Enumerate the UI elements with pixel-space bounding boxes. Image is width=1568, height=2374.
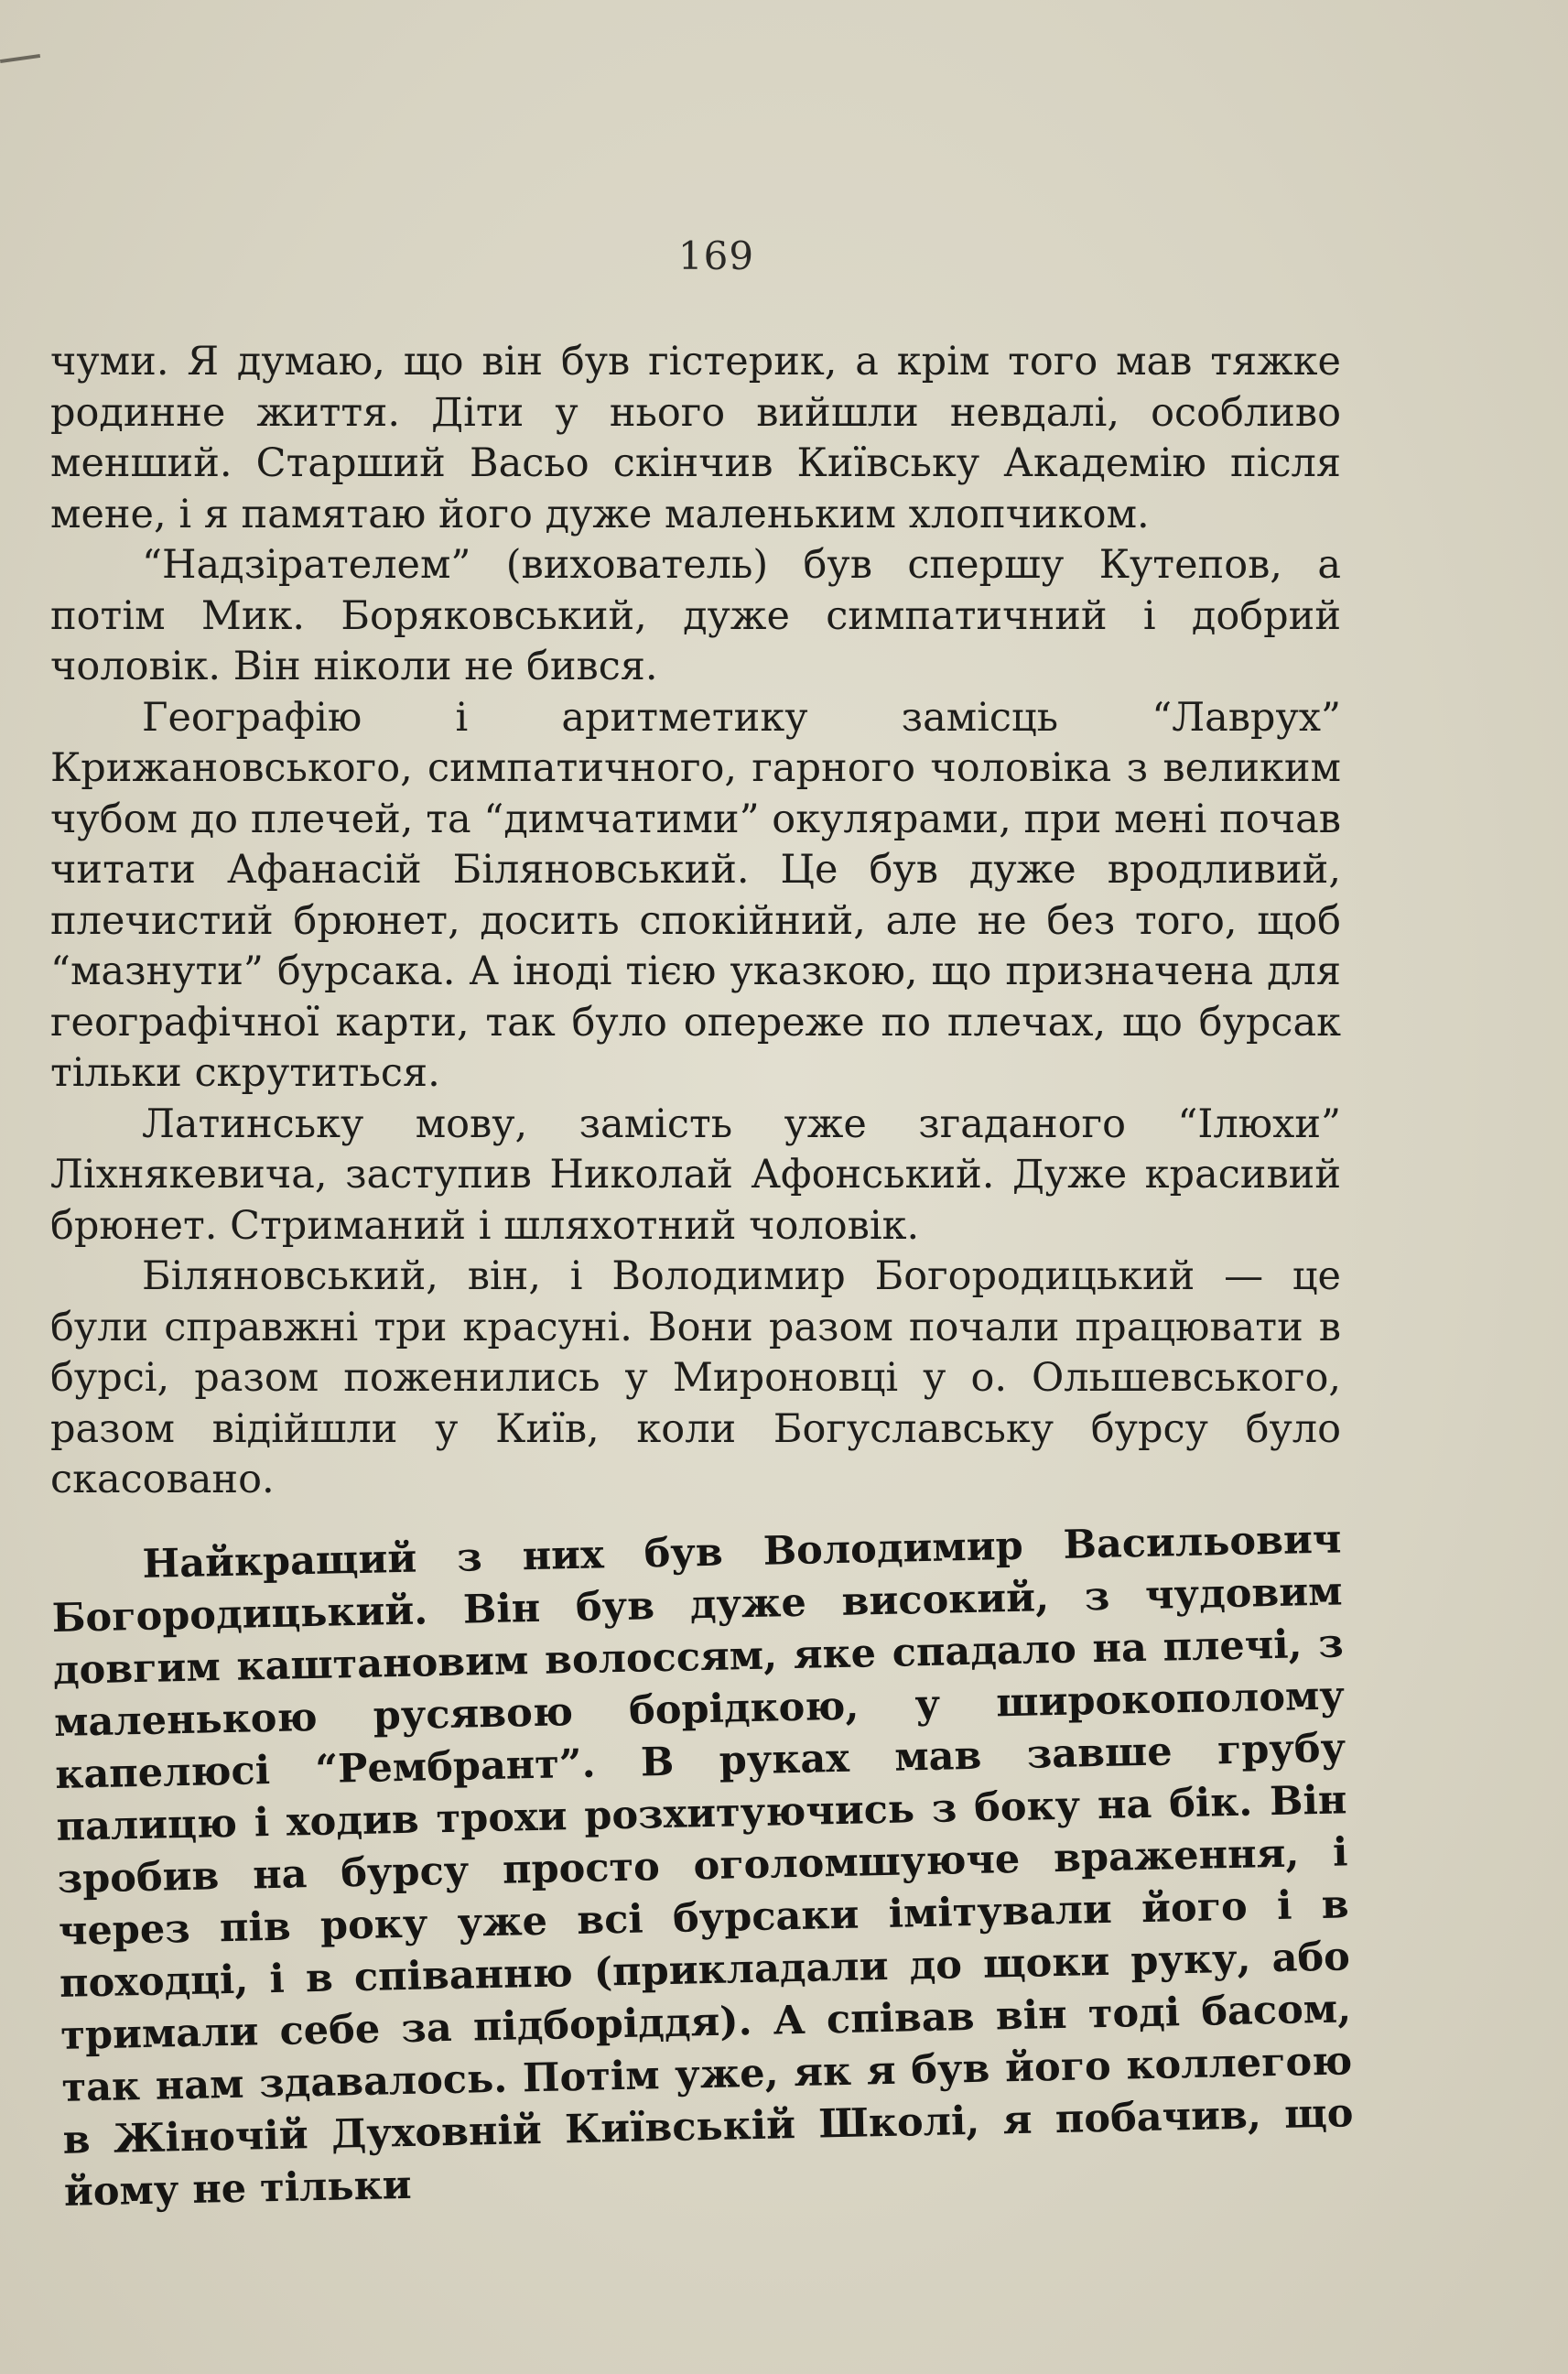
edge-mark [0, 54, 40, 63]
paragraph-2: “Надзірателем” (вихователь) був спершу Кутепов, а потім Мик. Боряковський, дуже симпатичний і добрий чоловік. Він ніколи не бився. [50, 542, 1341, 689]
paragraph-5: Біляновський, він, і Володимир Богородицький — це були справжні три красуні. Вони разом почали працювати в бурсі, разом поженились у Мироновці у о. Ольшевського, разом відійшли у Київ, коли Богуславську бурсу було скасовано. [50, 1253, 1341, 1502]
page-number: 169 [677, 233, 755, 278]
paragraph-1: чуми. Я думаю, що він був гістерик, а крім того мав тяжке родинне життя. Діти у нього вийшли невдалі, особливо менший. Старший Васьо скінчив Київську Академію після мене, і я памятаю його дуже маленьким хлопчиком. [50, 339, 1341, 537]
paragraph-3: Географію і аритметику замісць “Лаврух” Крижановського, симпатичного, гарного чоловіка з великим чубом до плечей, та “димчатими” окулярами, при мені почав читати Афанасій Біляновський. Це був дуже вродливий, плечистий брюнет, досить спокійний, але не без того, щоб “мазнути” бурсака. А іноді тією указкою, що призначена для географічної карти, так було опереже по плечах, що бурсак тільки скрутиться. [50, 694, 1341, 1096]
body-text [50, 337, 1354, 2219]
paragraph-4: Латинську мову, замість уже згаданого “Ілюхи” Ліхнякевича, заступив Николай Афонський. Дуже красивий брюнет. Стриманий і шляхотний чоловік. [50, 1100, 1341, 1249]
paragraph-6: Найкращий з них був Володимир Васильович Богородицький. Він був дуже високий, з чудовим довгим каштановим волоссям, яке спадало на плечі, з маленькою русявою борідкою, у широкополому капелюсі “Рембрант”. В руках мав завше грубу палицю і ходив трохи розхитуючись з боку на бік. Він зробив на бурсу просто оголомшуюче враження, і через пів року уже всі бурсаки імітували його і в походці, і в співанню (прикладали до щоки руку, або тримали себе за підборіддя). А співав він тоді басом, так нам здавалось. Потім уже, як я був його коллегою в Жіночій Духовній Київській Школі, я побачив, що йому не тільки [51, 1515, 1354, 2216]
